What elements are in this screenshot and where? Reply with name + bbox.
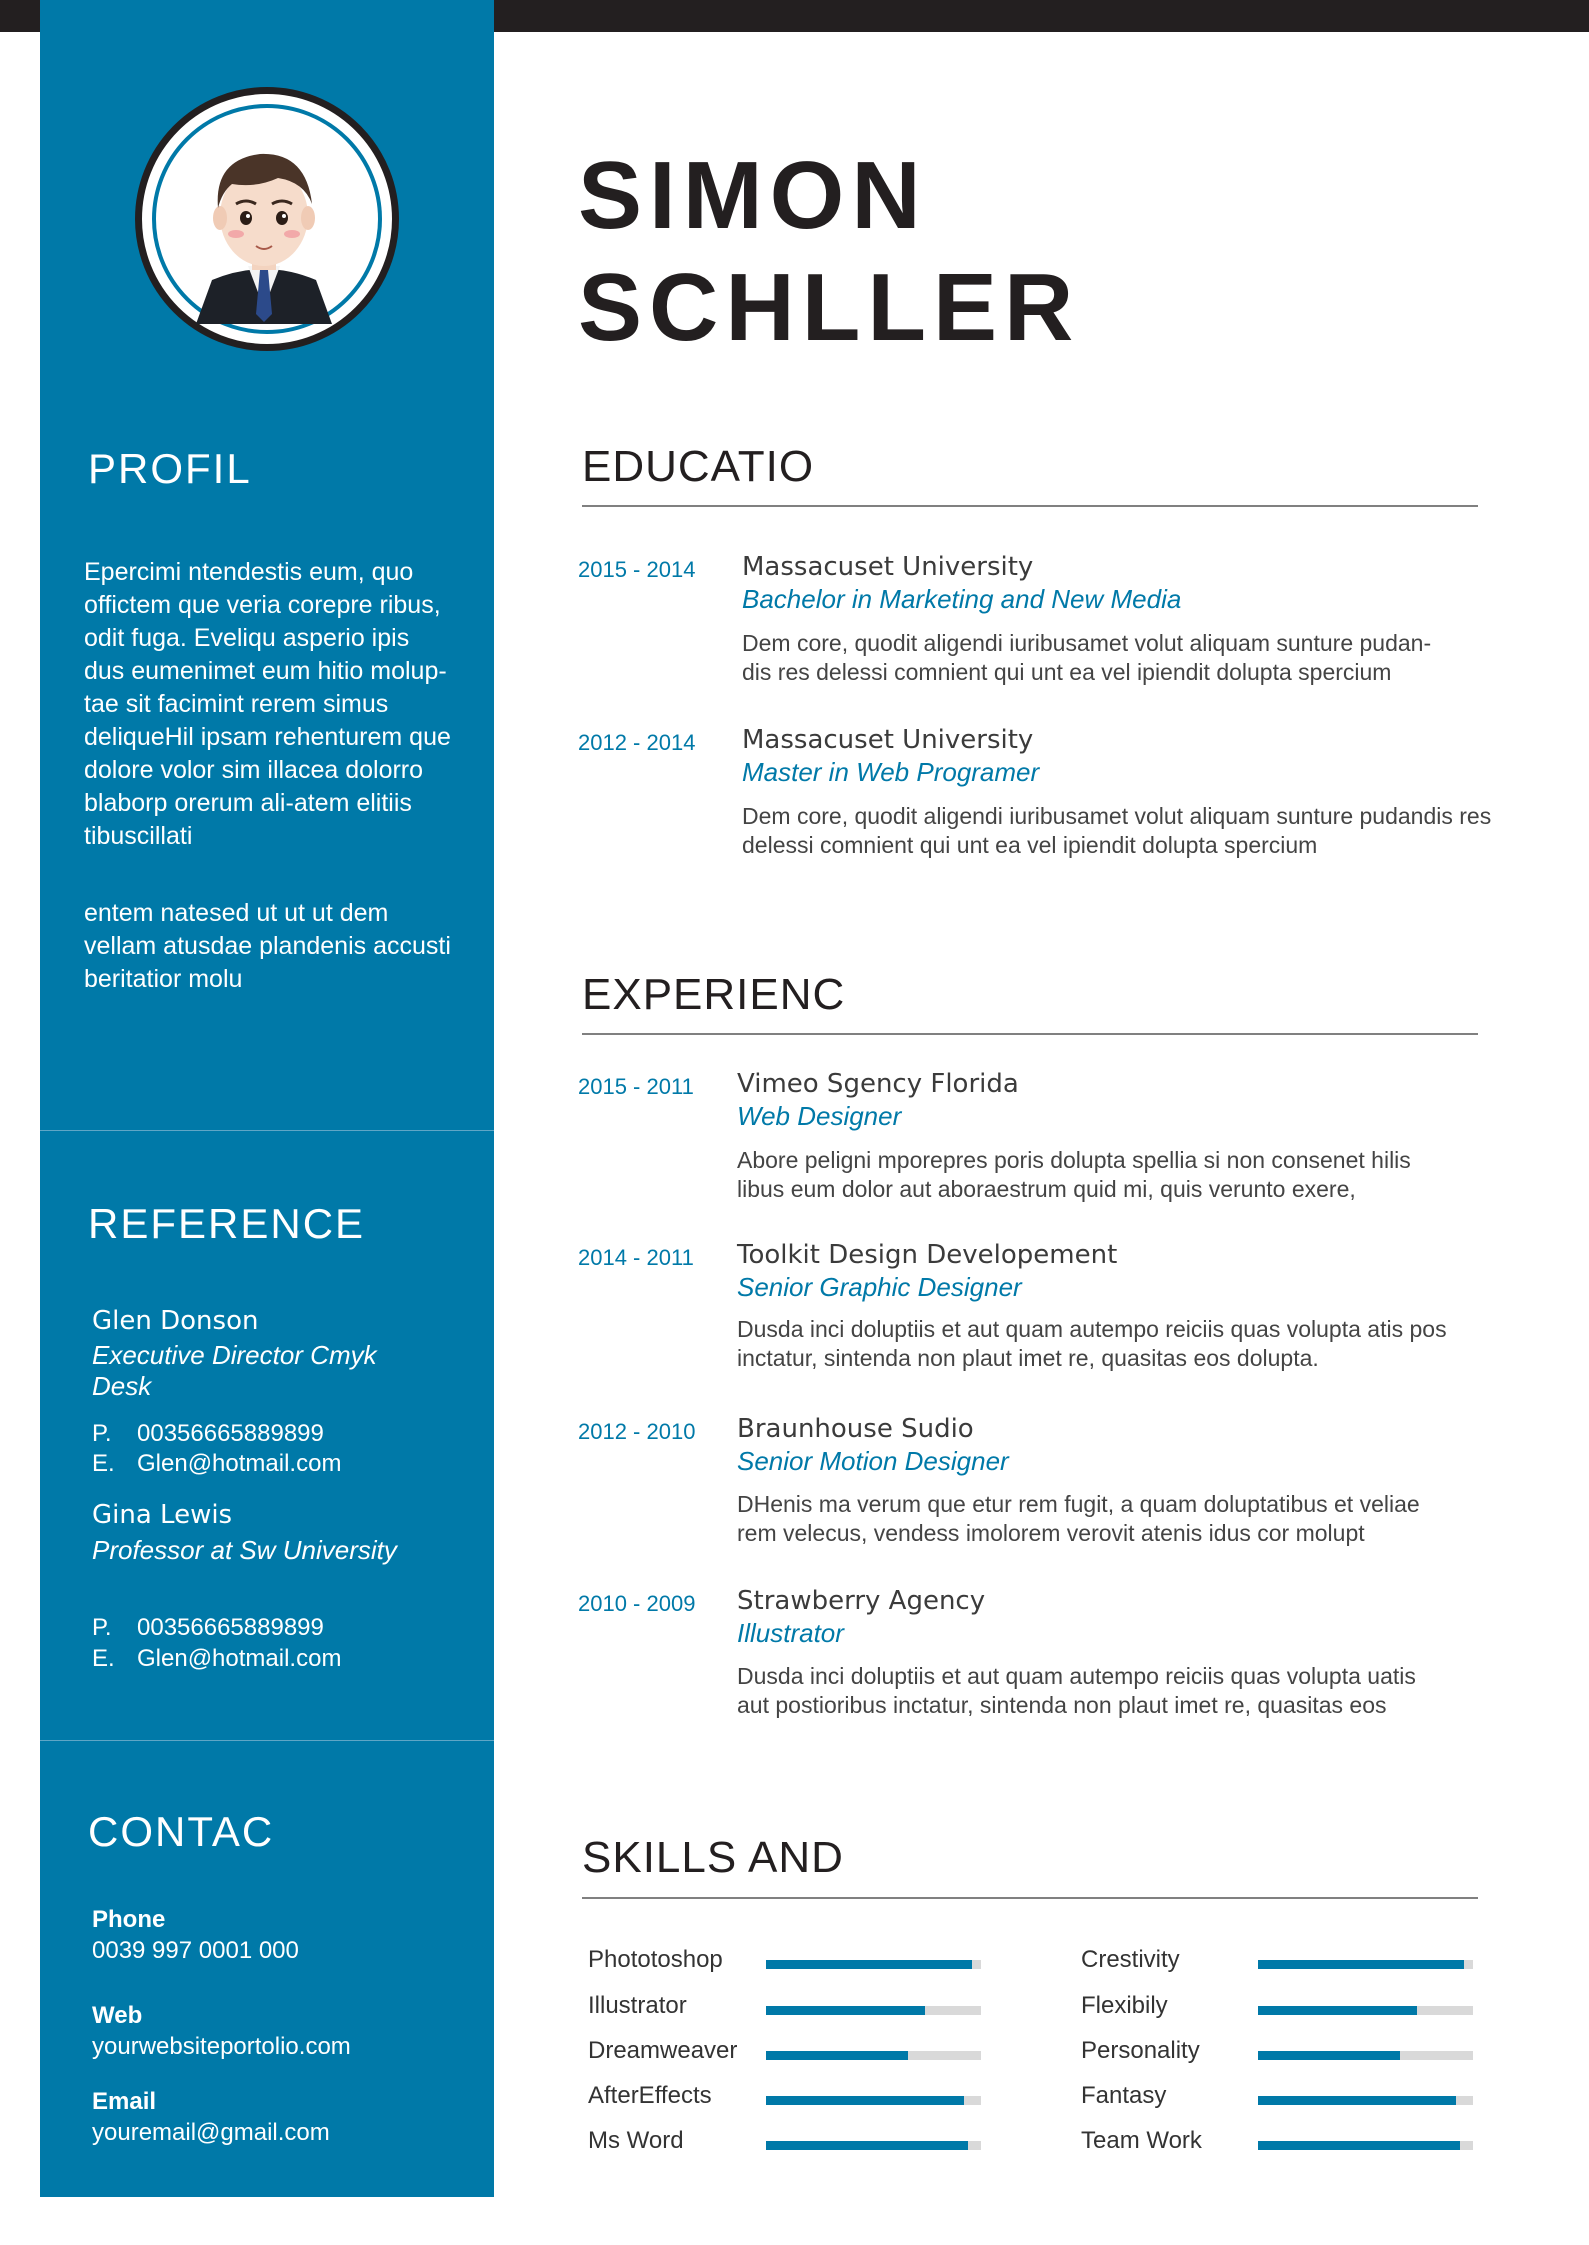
email-label: E. — [92, 1645, 115, 1672]
sidebar-divider — [40, 1130, 494, 1131]
experience-years: 2012 - 2010 — [578, 1419, 696, 1444]
desc-line: Dusda inci doluptiis et aut quam autempo reiciis quas volupta uatis — [737, 1663, 1416, 1689]
skill-bar-track — [1258, 2096, 1473, 2105]
contact-phone: 0039 997 0001 000 — [92, 1937, 299, 1964]
desc-line: aut postioribus inctatur, sintenda non plaut imet re, quasitas eos — [737, 1692, 1387, 1718]
education-years: 2012 - 2014 — [578, 730, 696, 755]
desc-line: Dusda inci doluptiis et aut quam autempo reiciis quas volupta atis pos — [737, 1316, 1447, 1342]
experience-company: Braunhouse Sudio — [737, 1414, 974, 1444]
reference-name: Gina Lewis — [92, 1500, 233, 1530]
skill-bar-track — [1258, 2006, 1473, 2015]
education-degree: Master in Web Programer — [742, 757, 1040, 787]
profile-heading: PROFIL — [88, 445, 252, 492]
skill-bar-fill — [1258, 2006, 1417, 2015]
profile-text: Epercimi ntendestis eum, quo offictem que veria corepre ribus, odit fuga. Eveliqu asperio ipis dus eumenimet eum hitio molup-tae sit facimint rerem simus deliqueHil ipsam rehenturem que dolore volor sim illacea dolorro blaborp orerum ali-atem elitiis tibuscillati — [84, 558, 451, 850]
skill-bar-track — [766, 1960, 981, 1969]
skill-bar-fill — [1258, 2096, 1456, 2105]
desc-line: inctatur, sintenda non plaut imet re, quasitas eos dolupta. — [737, 1345, 1319, 1371]
skills-heading: SKILLS AND — [582, 1833, 844, 1882]
email-label: E. — [92, 1450, 115, 1477]
name-line-2: SCHLLER — [578, 254, 1081, 361]
experience-desc — [737, 1662, 1537, 1720]
skill-bar-fill — [1258, 1960, 1464, 1969]
experience-years: 2010 - 2009 — [578, 1591, 696, 1616]
experience-years: 2015 - 2011 — [578, 1074, 694, 1099]
skill-label: Team Work — [1081, 2127, 1202, 2154]
reference-phone — [92, 1614, 324, 1642]
phone-value: 00356665889899 — [137, 1614, 324, 1641]
reference-heading: REFERENCE — [88, 1200, 366, 1247]
experience-years: 2014 - 2011 — [578, 1245, 694, 1270]
contact-web: yourwebsiteportolio.com — [92, 2033, 351, 2060]
reference-title: Professor at Sw University — [92, 1535, 397, 1565]
skill-label: Personality — [1081, 2037, 1200, 2064]
experience-role: Senior Motion Designer — [737, 1446, 1009, 1476]
education-degree: Bachelor in Marketing and New Media — [742, 584, 1182, 614]
reference-email — [92, 1645, 342, 1672]
experience-company: Strawberry Agency — [737, 1586, 986, 1616]
phone-label: P. — [92, 1614, 112, 1641]
skill-bar-track — [1258, 1960, 1473, 1969]
experience-role: Senior Graphic Designer — [737, 1272, 1022, 1302]
reference-phone — [92, 1420, 324, 1448]
contact-web-label: Web — [92, 2002, 143, 2029]
skill-bar-fill — [766, 1960, 972, 1969]
experience-desc — [737, 1315, 1537, 1373]
skill-bar-track — [766, 2096, 981, 2105]
desc-line: libus eum dolor aut aboraestrum quid mi, quis verunto exere, — [737, 1176, 1356, 1202]
skill-label: Fantasy — [1081, 2082, 1167, 2109]
desc-line: delessi comnient qui unt ea vel ipiendit dolupta spercium — [742, 832, 1318, 858]
experience-heading: EXPERIENC — [582, 970, 846, 1019]
experience-rule — [582, 1033, 1478, 1035]
education-years: 2015 - 2014 — [578, 557, 696, 582]
desc-line: Dem core, quodit aligendi iuribusamet volut aliquam sunture pudan- — [742, 630, 1432, 656]
skill-label: Ms Word — [588, 2127, 684, 2154]
profile-text-2: entem natesed ut ut ut dem vellam atusdae plandenis accusti beritatior molu — [84, 899, 451, 993]
avatar — [135, 87, 399, 351]
contact-email-label: Email — [92, 2088, 157, 2115]
desc-line: DHenis ma verum que etur rem fugit, a quam doluptatibus et veliae — [737, 1491, 1420, 1517]
skill-label: Crestivity — [1081, 1946, 1180, 1973]
email-value: Glen@hotmail.com — [137, 1645, 342, 1672]
cartoon-man-avatar-icon — [156, 108, 372, 324]
desc-line: rem velecus, vendess imolorem verovit atenis idus cor molupt — [737, 1520, 1365, 1546]
desc-line: dis res delessi comnient qui unt ea vel ipiendit dolupta spercium — [742, 659, 1392, 685]
skill-bar-track — [766, 2051, 981, 2060]
experience-company: Toolkit Design Developement — [737, 1240, 1118, 1270]
sidebar-divider — [40, 1740, 494, 1741]
reference-name: Glen Donson — [92, 1306, 259, 1336]
desc-line: Dem core, quodit aligendi iuribusamet volut aliquam sunture pudandis res — [742, 803, 1492, 829]
email-value: Glen@hotmail.com — [137, 1450, 342, 1477]
skills-rule — [582, 1897, 1478, 1899]
experience-role: Web Designer — [737, 1101, 902, 1131]
skill-label: Phototoshop — [588, 1946, 723, 1973]
phone-value: 00356665889899 — [137, 1420, 324, 1447]
education-rule — [582, 505, 1478, 507]
skill-bar-fill — [1258, 2141, 1460, 2150]
experience-role: Illustrator — [737, 1618, 844, 1648]
skill-label: Dreamweaver — [588, 2037, 738, 2064]
skill-bar-track — [1258, 2051, 1473, 2060]
name-line-1: SIMON — [578, 142, 928, 249]
reference-email — [92, 1450, 342, 1477]
skill-bar-fill — [1258, 2051, 1400, 2060]
skill-label: AfterEffects — [588, 2082, 712, 2109]
phone-label: P. — [92, 1420, 112, 1447]
skill-bar-fill — [766, 2096, 964, 2105]
contact-email: youremail@gmail.com — [92, 2119, 330, 2146]
skill-bar-track — [1258, 2141, 1473, 2150]
skill-bar-fill — [766, 2006, 925, 2015]
education-heading: EDUCATIO — [582, 442, 815, 491]
contact-phone-label: Phone — [92, 1906, 166, 1933]
skill-bar-track — [766, 2006, 981, 2015]
experience-desc — [737, 1490, 1537, 1548]
skill-label: Flexibily — [1081, 1992, 1168, 2019]
name-block — [578, 140, 1178, 361]
skill-label: Illustrator — [588, 1992, 687, 2019]
education-school: Massacuset University — [742, 725, 1034, 755]
desc-line: Abore peligni mporepres poris dolupta spellia si non consenet hilis — [737, 1147, 1411, 1173]
skill-bar-fill — [766, 2051, 908, 2060]
reference-title: Executive Director Cmyk Desk — [92, 1340, 377, 1401]
skill-bar-track — [766, 2141, 981, 2150]
avatar-photo — [152, 104, 382, 334]
education-desc — [742, 629, 1542, 687]
contact-heading: CONTAC — [88, 1808, 275, 1855]
education-school: Massacuset University — [742, 552, 1034, 582]
experience-desc — [737, 1146, 1537, 1204]
skill-bar-fill — [766, 2141, 968, 2150]
education-desc — [742, 802, 1542, 860]
experience-company: Vimeo Sgency Florida — [737, 1069, 1019, 1099]
